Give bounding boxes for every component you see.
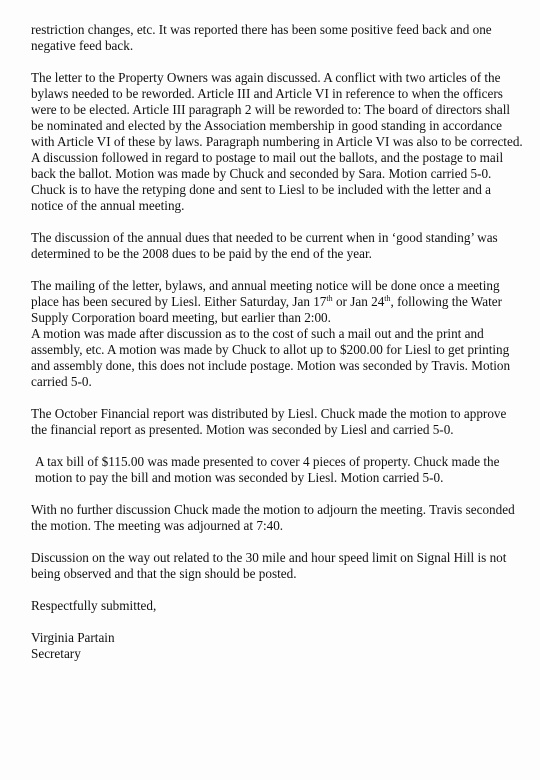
paragraph-feedback: restriction changes, etc. It was reported there has been some positive feed back and one negative feed back. xyxy=(31,22,492,53)
mailing-text-1: The mailing of the letter, bylaws, and annual meeting notice will be done once a meeting place has been secured by Liesl. Either Saturday, Jan 17 xyxy=(31,278,500,309)
minutes-body xyxy=(31,22,523,662)
paragraph-mailing xyxy=(31,278,523,390)
signature-name: Virginia Partain xyxy=(31,630,115,645)
ordinal-suffix: th xyxy=(326,294,333,303)
paragraph-annual-dues: The discussion of the annual dues that needed to be current when in ‘good standing’ was determined to be the 2008 dues to be paid by the end of the year. xyxy=(31,230,498,261)
paragraph-property-owners-letter: The letter to the Property Owners was again discussed. A conflict with two articles of the bylaws needed to be reworded. Article III and Article VI in reference to when the officers were to be elected. Article III paragraph 2 will be reworded to: The board of directors shall be nominated and elected by the Association membership in good standing in accordance with Article VI of these by laws. Paragraph numbering in Article VI was also to be corrected. A discussion followed in regard to postage to mail out the ballots, and the postage to mail back the ballot. Motion was made by Chuck and seconded by Sara. Motion carried 5-0. Chuck is to have the retyping done and sent to Liesl to be included with the letter and a notice of the annual meeting. xyxy=(31,70,523,213)
paragraph-adjournment: With no further discussion Chuck made the motion to adjourn the meeting. Travis seconded the motion. The meeting was adjourned at 7:40. xyxy=(31,502,515,533)
closing-line: Respectfully submitted, xyxy=(31,598,157,613)
paragraph-speed-limit: Discussion on the way out related to the 30 mile and hour speed limit on Signal Hill is not being observed and that the sign should be posted. xyxy=(31,550,507,581)
paragraph-financial-report: The October Financial report was distributed by Liesl. Chuck made the motion to approve the financial report as presented. Motion was seconded by Liesl and carried 5-0. xyxy=(31,406,507,437)
mailing-text-3: , following the Water Supply Corporation board meeting, but earlier than 2:00. xyxy=(31,294,503,325)
mailing-text-2: or Jan 24 xyxy=(332,294,385,309)
ordinal-suffix: th xyxy=(384,294,391,303)
signature-title: Secretary xyxy=(31,646,81,661)
paragraph-tax-bill: A tax bill of $115.00 was made presented to cover 4 pieces of property. Chuck made the motion to pay the bill and motion was seconded by Liesl. Motion carried 5-0. xyxy=(35,454,500,485)
mailing-text-4: A motion was made after discussion as to the cost of such a mail out and the print and assembly, etc. A motion was made by Chuck to allot up to $200.00 for Liesl to get printing and assembly done, this does not include postage. Motion was seconded by Travis. Motion carried 5-0. xyxy=(31,326,511,389)
